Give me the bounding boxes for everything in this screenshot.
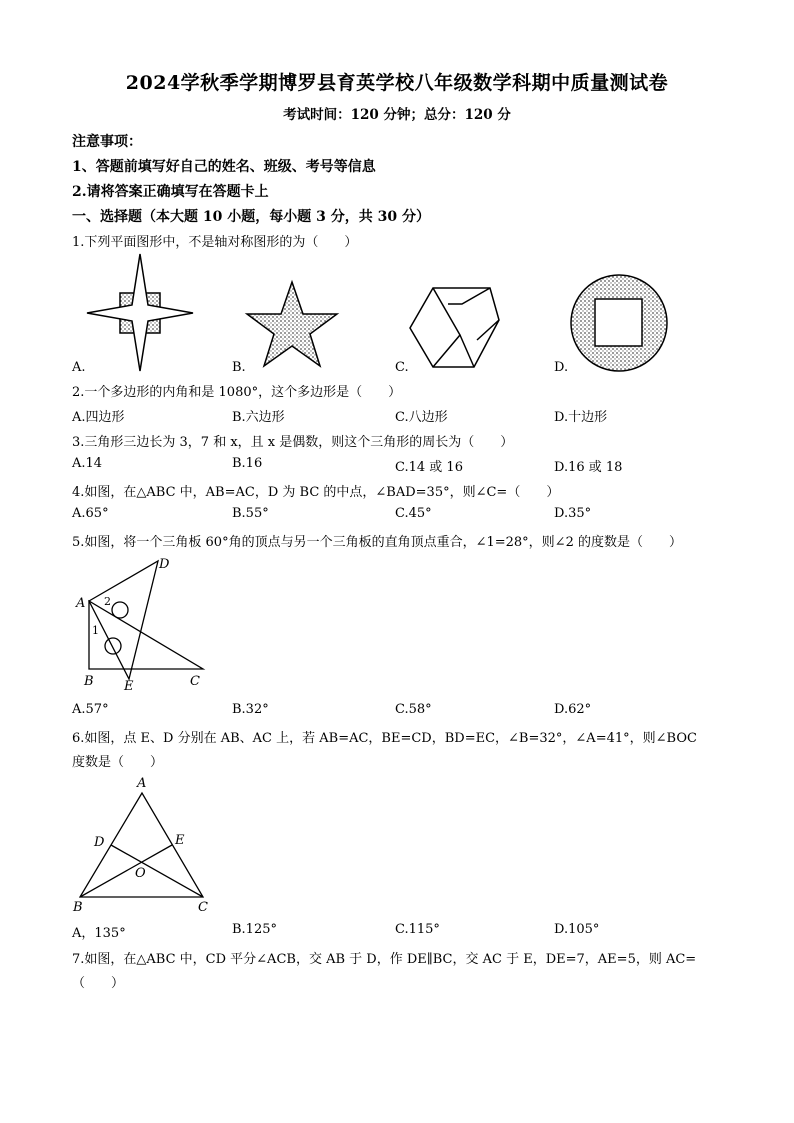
option-b[interactable]: B.55° [232, 506, 269, 521]
q6-label-e: E [175, 833, 185, 848]
option-a[interactable]: A.14 [72, 456, 103, 471]
q6-label-a: A [137, 776, 147, 791]
question-stem-cont: （ ） [72, 976, 125, 991]
option-d[interactable]: D.十边形 [554, 410, 608, 425]
option-c[interactable]: C.八边形 [395, 410, 448, 425]
option-a[interactable]: A，135° [72, 926, 126, 941]
section-heading: 一、选择题（本大题 10 小题，每小题 3 分，共 30 分） [72, 209, 430, 225]
q5-label-a: A [76, 596, 86, 611]
q5-label-b: B [84, 674, 94, 689]
option-c[interactable]: C. [395, 360, 409, 375]
option-a[interactable]: A.57° [72, 702, 109, 717]
option-d[interactable]: D.105° [554, 922, 600, 937]
q6-label-c: C [198, 900, 208, 915]
option-a[interactable]: A. [72, 360, 86, 375]
question-stem: 1.下列平面图形中，不是轴对称图形的为（ ） [72, 235, 358, 250]
note-item: 1、答题前填写好自己的姓名、班级、考号等信息 [72, 159, 376, 175]
q5-angle-2: 2 [104, 595, 111, 608]
q5-angle-1: 1 [92, 624, 99, 637]
option-c[interactable]: C.58° [395, 702, 432, 717]
page-title: 2024学秋季学期博罗县育英学校八年级数学科期中质量测试卷 [125, 72, 669, 94]
q6-label-d: D [94, 835, 105, 850]
option-b[interactable]: B. [232, 360, 246, 375]
option-c[interactable]: C.115° [395, 922, 440, 937]
question-stem: 4.如图，在△ABC 中，AB=AC，D 为 BC 的中点，∠BAD=35°，则∠C=（ ） [72, 485, 560, 500]
question-stem: 7.如图，在△ABC 中，CD 平分∠ACB，交 AB 于 D，作 DE∥BC，交 AC 于 E，DE=7，AE=5，则 AC= [72, 952, 697, 967]
note-item: 2.请将答案正确填写在答题卡上 [72, 184, 269, 200]
question-stem: 3.三角形三边长为 3，7 和 x，且 x 是偶数，则这个三角形的周长为（ ） [72, 435, 514, 450]
option-b[interactable]: B.32° [232, 702, 269, 717]
option-a[interactable]: A.65° [72, 506, 109, 521]
question-stem: 5.如图，将一个三角板 60°角的顶点与另一个三角板的直角顶点重合，∠1=28°，则∠2 的度数是（ ） [72, 535, 682, 550]
question-stem-cont: 度数是（ ） [72, 755, 164, 770]
question-stem: 2.一个多边形的内角和是 1080°，这个多边形是（ ） [72, 385, 402, 400]
question-stem: 6.如图，点 E、D 分别在 AB、AC 上，若 AB=AC，BE=CD，BD=EC，∠B=32°，∠A=41°，则∠BOC [72, 731, 697, 746]
option-d[interactable]: D.62° [554, 702, 592, 717]
option-b[interactable]: B.125° [232, 922, 277, 937]
option-c[interactable]: C.14 或 16 [395, 460, 463, 475]
option-c[interactable]: C.45° [395, 506, 432, 521]
option-d[interactable]: D.35° [554, 506, 592, 521]
option-a[interactable]: A.四边形 [72, 410, 125, 425]
option-b[interactable]: B.六边形 [232, 410, 285, 425]
notes-heading: 注意事项： [72, 134, 142, 150]
option-d[interactable]: D. [554, 360, 569, 375]
q6-label-o: O [135, 866, 146, 881]
q5-label-c: C [190, 674, 200, 689]
q6-label-b: B [73, 900, 83, 915]
exam-info: 考试时间：120 分钟；总分：120 分 [283, 107, 511, 123]
option-d[interactable]: D.16 或 18 [554, 460, 623, 475]
q5-label-d: D [159, 557, 170, 572]
option-b[interactable]: B.16 [232, 456, 263, 471]
q5-label-e: E [124, 679, 134, 694]
